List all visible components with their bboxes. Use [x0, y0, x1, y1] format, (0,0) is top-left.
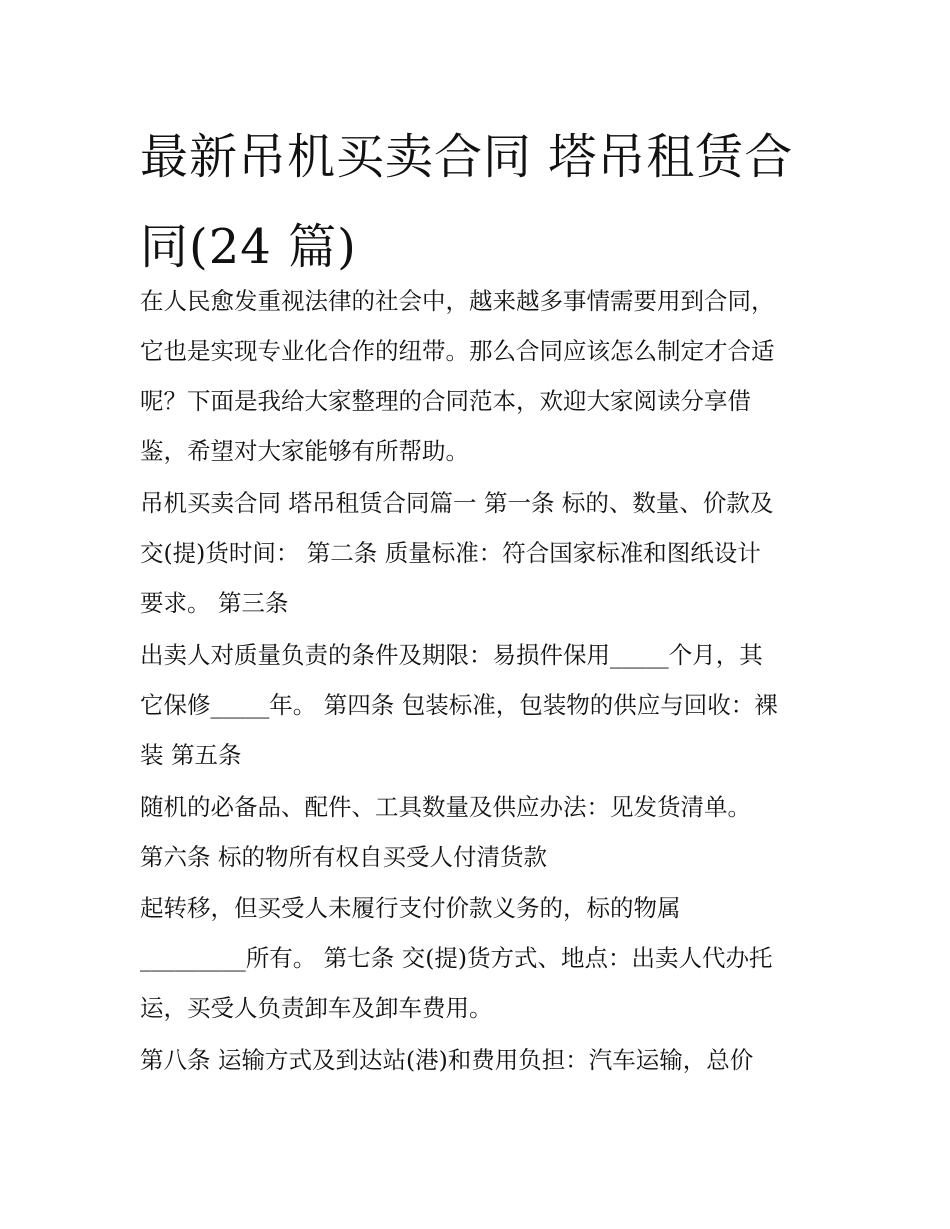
body-line: 第八条 运输方式及到达站(港)和费用负担：汽车运输，总价: [140, 1046, 754, 1074]
body-line: 交(提)货时间： 第二条 质量标准：符合国家标准和图纸设计: [140, 539, 761, 567]
body-line: 呢？下面是我给大家整理的合同范本，欢迎大家阅读分享借: [140, 387, 751, 415]
body-line: 第六条 标的物所有权自买受人付清货款: [140, 843, 547, 871]
body-line: 在人民愈发重视法律的社会中，越来越多事情需要用到合同，: [140, 287, 775, 315]
body-line: 随机的必备品、配件、工具数量及供应办法：见发货清单。: [140, 793, 751, 821]
document-title: [140, 112, 820, 292]
title-line: 最新吊机买卖合同 塔吊租赁合: [140, 129, 794, 185]
body-line: 它也是实现专业化合作的纽带。那么合同应该怎么制定才合适: [140, 337, 775, 365]
body-line: 它保修_____年。 第四条 包装标准，包装物的供应与回收：裸: [140, 691, 778, 719]
body-line: 起转移，但买受人未履行支付价款义务的，标的物属: [140, 894, 681, 922]
body-line: 出卖人对质量负责的条件及期限：易损件保用_____个月，其: [140, 641, 763, 669]
body-line: 运，买受人负责卸车及卸车费用。: [140, 994, 493, 1022]
body-line: 要求。 第三条: [140, 589, 289, 617]
body-line: 鉴，希望对大家能够有所帮助。: [140, 437, 469, 465]
body-line: 吊机买卖合同 塔吊租赁合同篇一 第一条 标的、数量、价款及: [140, 489, 774, 517]
title-line: 同(24 篇): [140, 219, 357, 275]
body-line: 装 第五条: [140, 741, 242, 769]
body-line: _________所有。 第七条 交(提)货方式、地点：出卖人代办托: [140, 944, 773, 972]
